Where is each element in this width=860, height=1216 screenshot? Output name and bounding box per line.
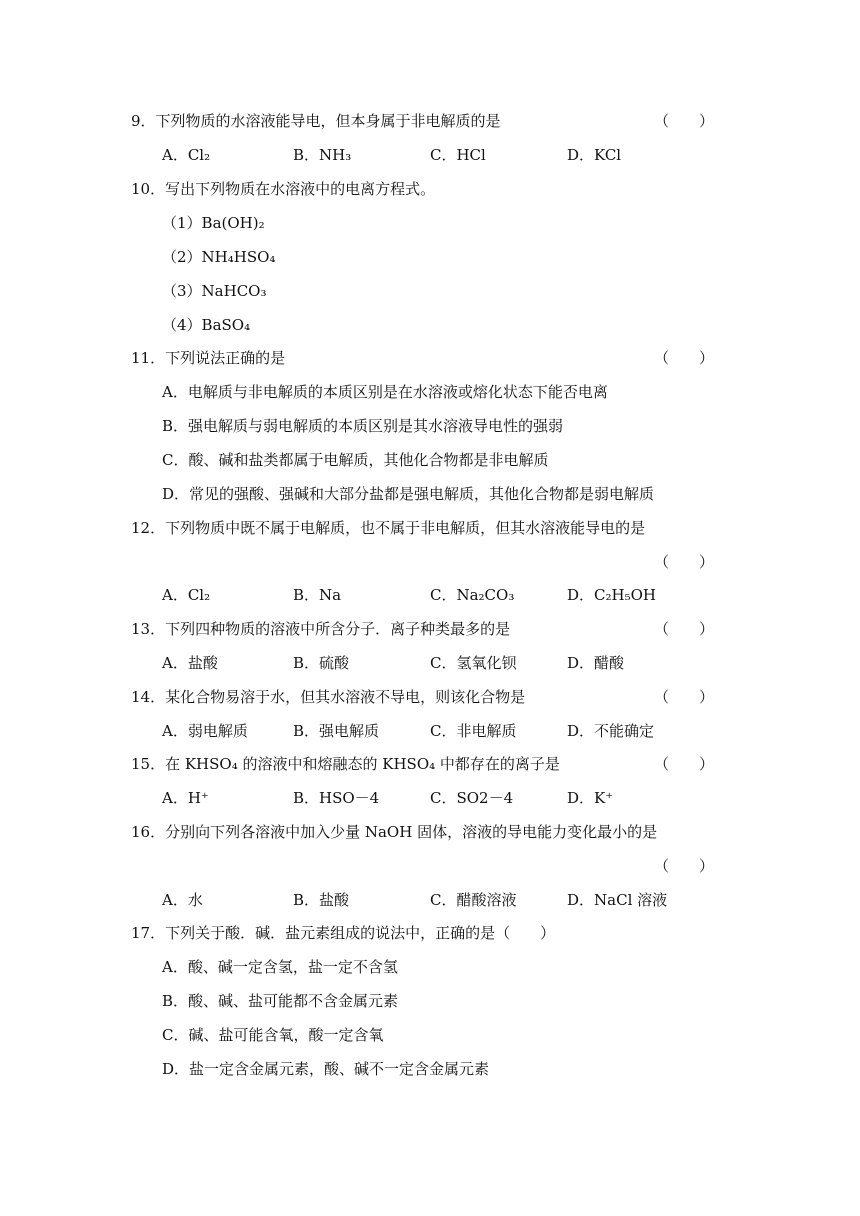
- question-17-option-d: D．盐一定含金属元素，酸、碱不一定含金属元素: [162, 1060, 490, 1078]
- question-15-answer-paren: （ ）: [654, 755, 715, 773]
- question-13-stem: 13．下列四种物质的溶液中所含分子．离子种类最多的是: [131, 620, 511, 638]
- question-9-option-d: D．KCl: [567, 146, 622, 164]
- question-11-option-b: B．强电解质与弱电解质的本质区别是其水溶液导电性的强弱: [162, 417, 564, 435]
- question-11-option-d: D．常见的强酸、强碱和大部分盐都是强电解质，其他化合物都是弱电解质: [162, 485, 655, 503]
- question-10-item-1: （1）Ba(OH)₂: [162, 214, 265, 232]
- question-14-stem: 14．某化合物易溶于水，但其水溶液不导电，则该化合物是: [131, 688, 526, 706]
- question-16-option-b: B．盐酸: [293, 891, 350, 909]
- question-15-option-a: A．H⁺: [162, 789, 209, 807]
- question-11-option-c: C．酸、碱和盐类都属于电解质，其他化合物都是非电解质: [162, 451, 549, 469]
- question-15-option-d: D．K⁺: [567, 789, 614, 807]
- question-11-answer-paren: （ ）: [654, 349, 715, 367]
- question-14-option-a: A．弱电解质: [162, 722, 248, 740]
- question-9-answer-paren: （ ）: [654, 112, 715, 130]
- question-14-option-c: C．非电解质: [430, 722, 517, 740]
- question-12-option-a: A．Cl₂: [162, 586, 211, 604]
- question-13-answer-paren: （ ）: [654, 620, 715, 638]
- question-12-option-b: B．Na: [293, 586, 342, 604]
- question-9-option-a: A．Cl₂: [162, 146, 211, 164]
- question-11-option-a: A．电解质与非电解质的本质区别是在水溶液或熔化状态下能否电离: [162, 383, 608, 401]
- question-14-answer-paren: （ ）: [654, 688, 715, 706]
- question-10-item-4: （4）BaSO₄: [162, 316, 251, 334]
- question-16-option-d: D．NaCl 溶液: [567, 891, 668, 909]
- question-15-option-c: C．SO2－4: [430, 789, 514, 807]
- question-16-option-c: C．醋酸溶液: [430, 891, 517, 909]
- question-14-option-d: D．不能确定: [567, 722, 655, 740]
- question-12-option-c: C．Na₂CO₃: [430, 586, 515, 604]
- question-12-answer-paren: （ ）: [654, 553, 715, 571]
- question-10-stem: 10．写出下列物质在水溶液中的电离方程式。: [131, 180, 436, 198]
- question-17-option-b: B．酸、碱、盐可能都不含金属元素: [162, 992, 399, 1010]
- question-11-stem: 11．下列说法正确的是: [131, 349, 286, 367]
- question-12-stem: 12．下列物质中既不属于电解质，也不属于非电解质，但其水溶液能导电的是: [131, 519, 646, 537]
- question-10-item-2: （2）NH₄HSO₄: [162, 248, 276, 266]
- question-17-stem: 17．下列关于酸．碱．盐元素组成的说法中，正确的是（ ）: [131, 924, 556, 942]
- question-15-option-b: B．HSO－4: [293, 789, 380, 807]
- question-13-option-a: A．盐酸: [162, 654, 218, 672]
- question-12-option-d: D．C₂H₅OH: [567, 586, 656, 604]
- question-13-option-b: B．硫酸: [293, 654, 350, 672]
- question-13-option-c: C．氢氧化钡: [430, 654, 517, 672]
- question-9-stem: 9．下列物质的水溶液能导电，但本身属于非电解质的是: [131, 112, 501, 130]
- question-17-option-a: A．酸、碱一定含氢，盐一定不含氢: [162, 958, 398, 976]
- question-15-stem: 15．在 KHSO₄ 的溶液中和熔融态的 KHSO₄ 中都存在的离子是: [131, 755, 560, 773]
- question-16-answer-paren: （ ）: [654, 857, 715, 875]
- question-9-option-b: B．NH₃: [293, 146, 352, 164]
- question-16-stem: 16．分别向下列各溶液中加入少量 NaOH 固体，溶液的导电能力变化最小的是: [131, 823, 658, 841]
- question-16-option-a: A．水: [162, 891, 203, 909]
- question-10-item-3: （3）NaHCO₃: [162, 282, 267, 300]
- question-13-option-d: D．醋酸: [567, 654, 625, 672]
- question-14-option-b: B．强电解质: [293, 722, 380, 740]
- question-17-option-c: C．碱、盐可能含氧，酸一定含氧: [162, 1026, 384, 1044]
- question-9-option-c: C．HCl: [430, 146, 486, 164]
